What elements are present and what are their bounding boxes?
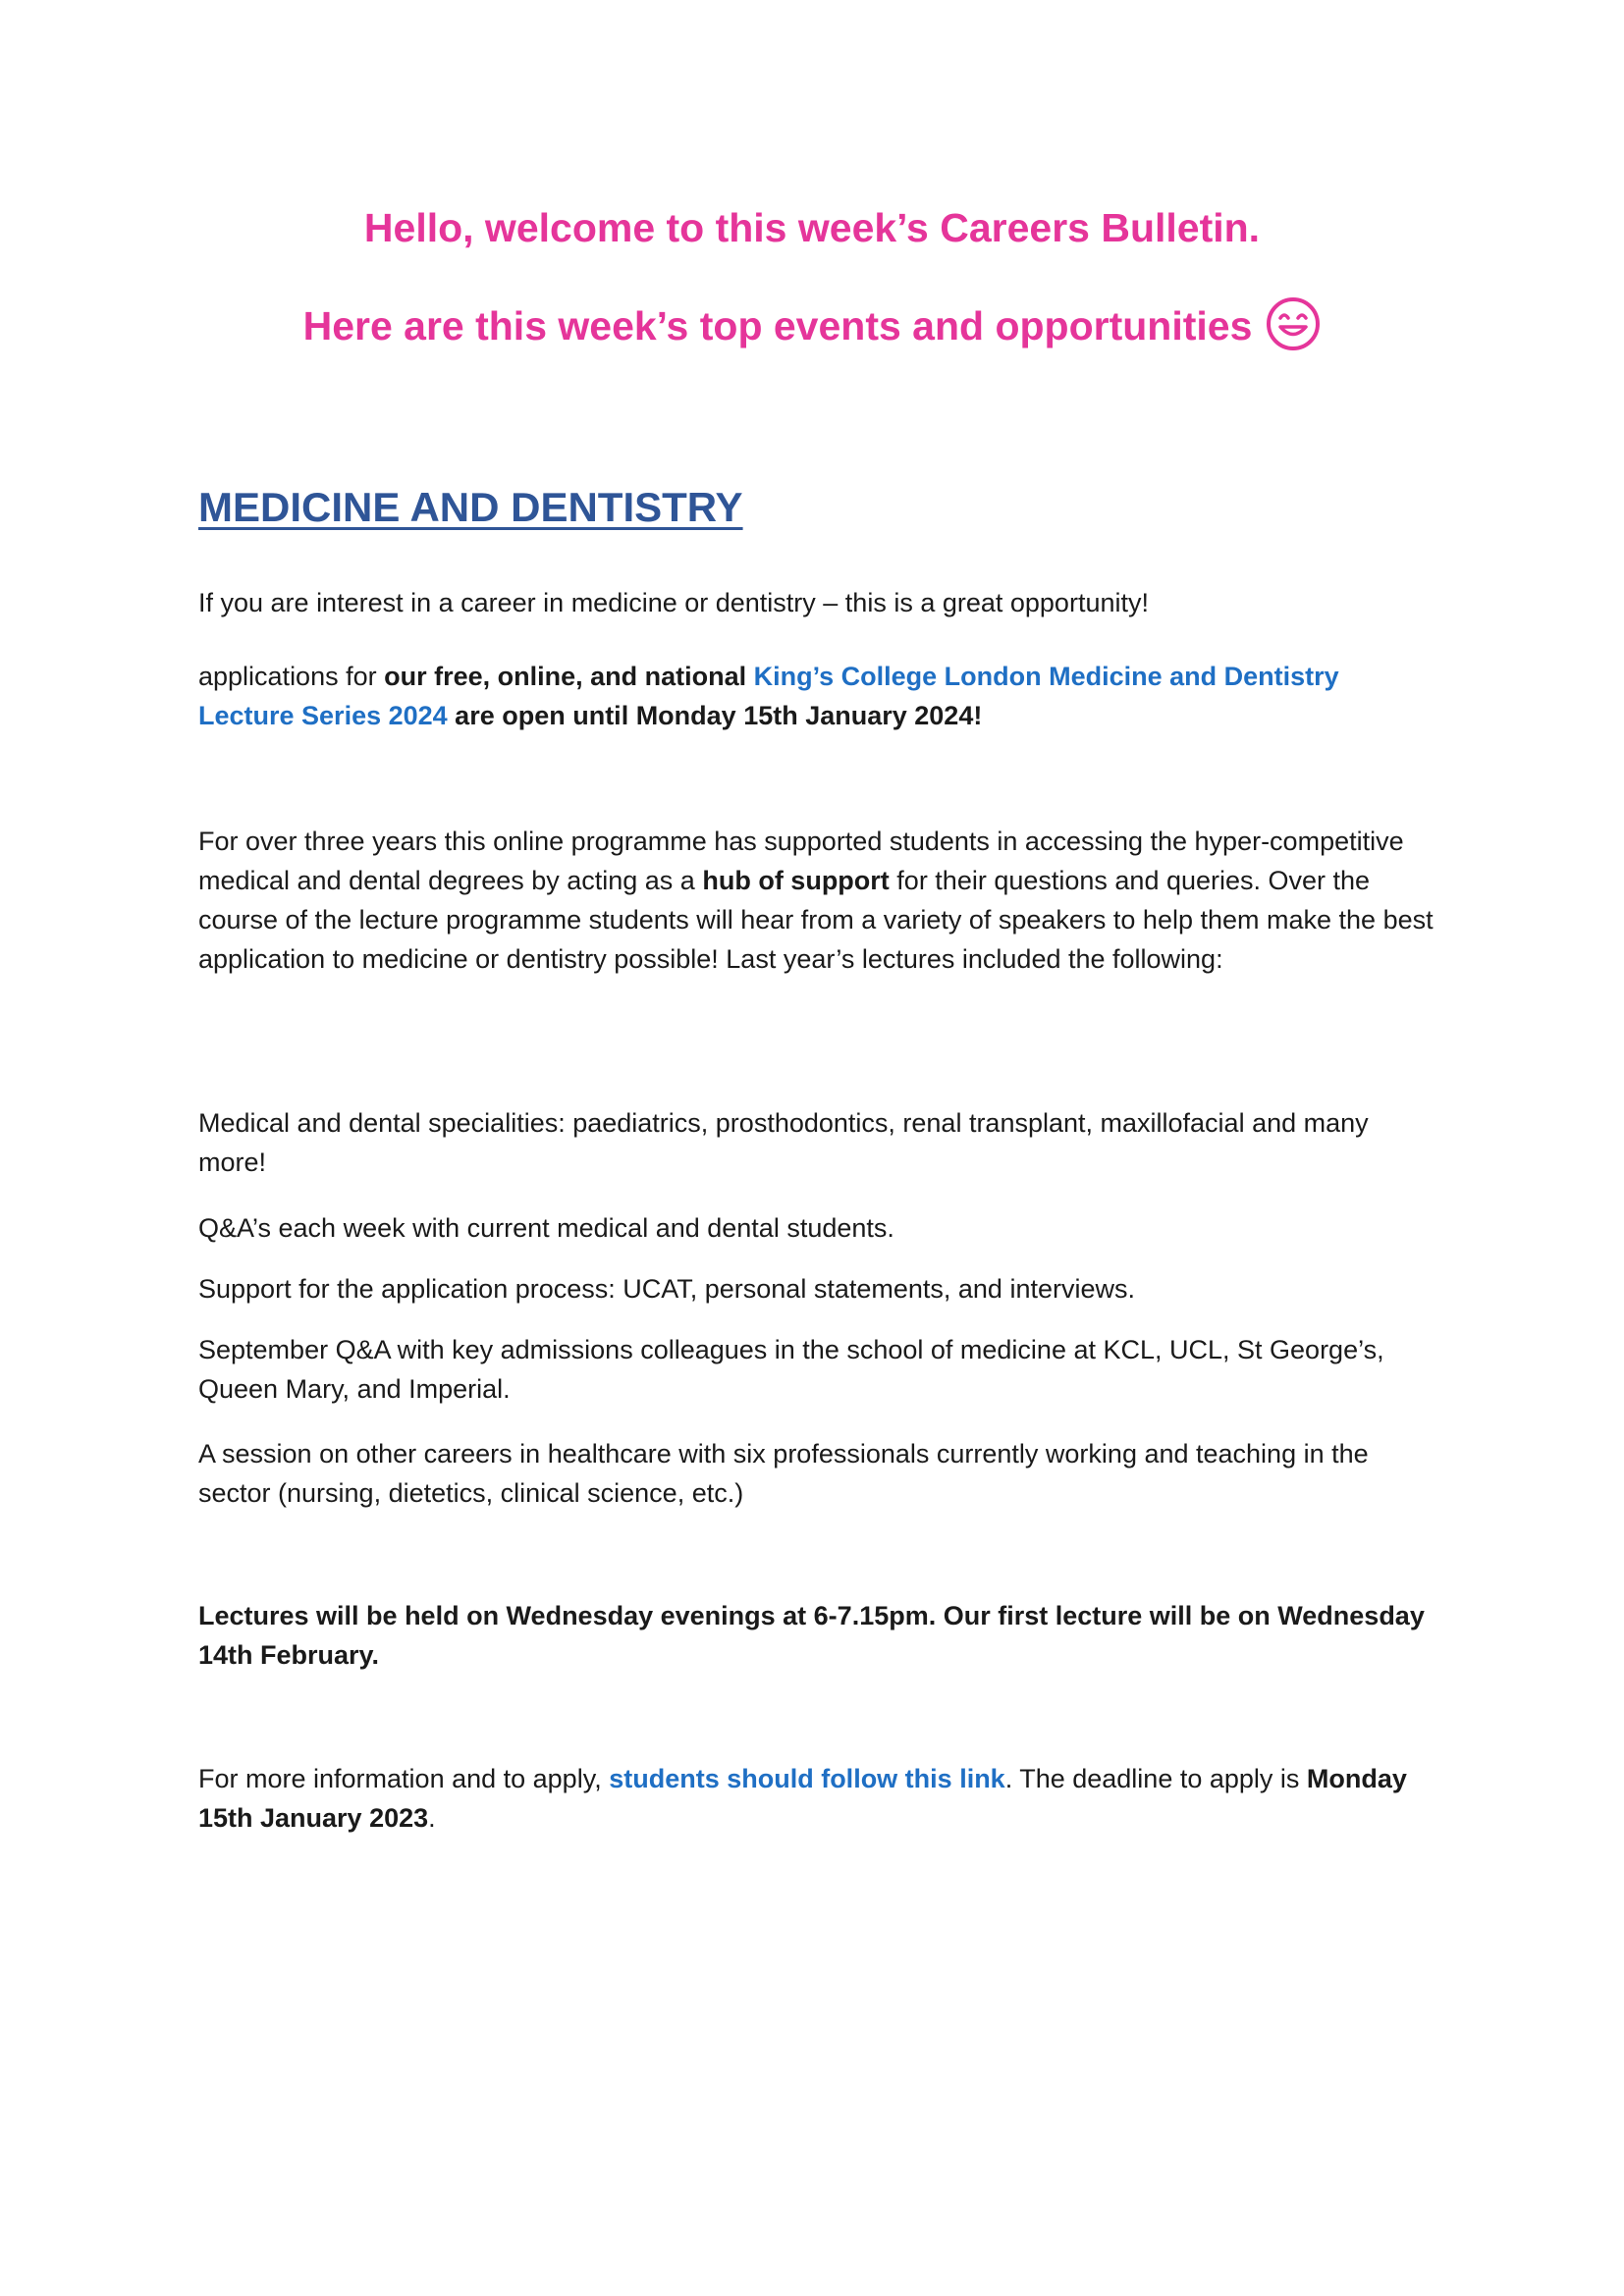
list-item: September Q&A with key admissions colleagues in the school of medicine at KCL, UCL, St George’s, Queen Mary, and Imperial. (198, 1335, 1384, 1404)
list-item: Support for the application process: UCAT, personal statements, and interviews. (198, 1274, 1135, 1304)
list-item: Q&A’s each week with current medical and dental students. (198, 1213, 894, 1243)
apply-prefix: For more information and to apply, (198, 1764, 610, 1793)
list-item: Medical and dental specialities: paediatrics, prosthodontics, renal transplant, maxillofacial and many more! (198, 1108, 1369, 1177)
description-paragraph (198, 822, 1435, 979)
applications-deadline: are open until Monday 15th January 2024! (447, 701, 983, 730)
hub-of-support-text: hub of support (702, 866, 890, 895)
description-part-2: for their questions and queries. Over the course of the lecture programme students will hear from a variety of speakers to help them make the best application to medicine or dentistry possible! Last year’s lectures included the following: (198, 866, 1434, 974)
smiling-face-icon (1266, 296, 1321, 351)
apply-suffix: . (428, 1803, 436, 1833)
description-part-1: For over three years this online programme has supported students in accessing the hyper-competitive medical and dental degrees by acting as a (198, 827, 1404, 895)
applications-paragraph (198, 657, 1435, 735)
applications-bold-prefix: our free, online, and national (384, 662, 754, 691)
apply-middle: . The deadline to apply is (1004, 1764, 1307, 1793)
greeting-line-2 (0, 296, 1624, 351)
applications-prefix: applications for (198, 662, 385, 691)
intro-paragraph: If you are interest in a career in medicine or dentistry – this is a great opportunity! (198, 588, 1149, 617)
apply-link[interactable]: students should follow this link (609, 1764, 1005, 1793)
lectures-note: Lectures will be held on Wednesday evenings at 6-7.15pm. Our first lecture will be on Wednesday 14th February. (198, 1601, 1425, 1670)
lecture-series-link[interactable]: King’s College London Medicine and Dentistry Lecture Series 2024 (198, 662, 1339, 730)
apply-deadline: Monday 15th January 2023 (198, 1764, 1407, 1833)
section-heading: MEDICINE AND DENTISTRY (198, 484, 743, 530)
greeting-line-1: Hello, welcome to this week’s Careers Bulletin. (363, 205, 1261, 250)
greeting-line-2-text: Here are this week’s top events and opportunities (302, 303, 1253, 348)
apply-paragraph (198, 1759, 1435, 1838)
list-item: A session on other careers in healthcare with six professionals currently working and teaching in the sector (nursing, dietetics, clinical science, etc.) (198, 1439, 1369, 1508)
